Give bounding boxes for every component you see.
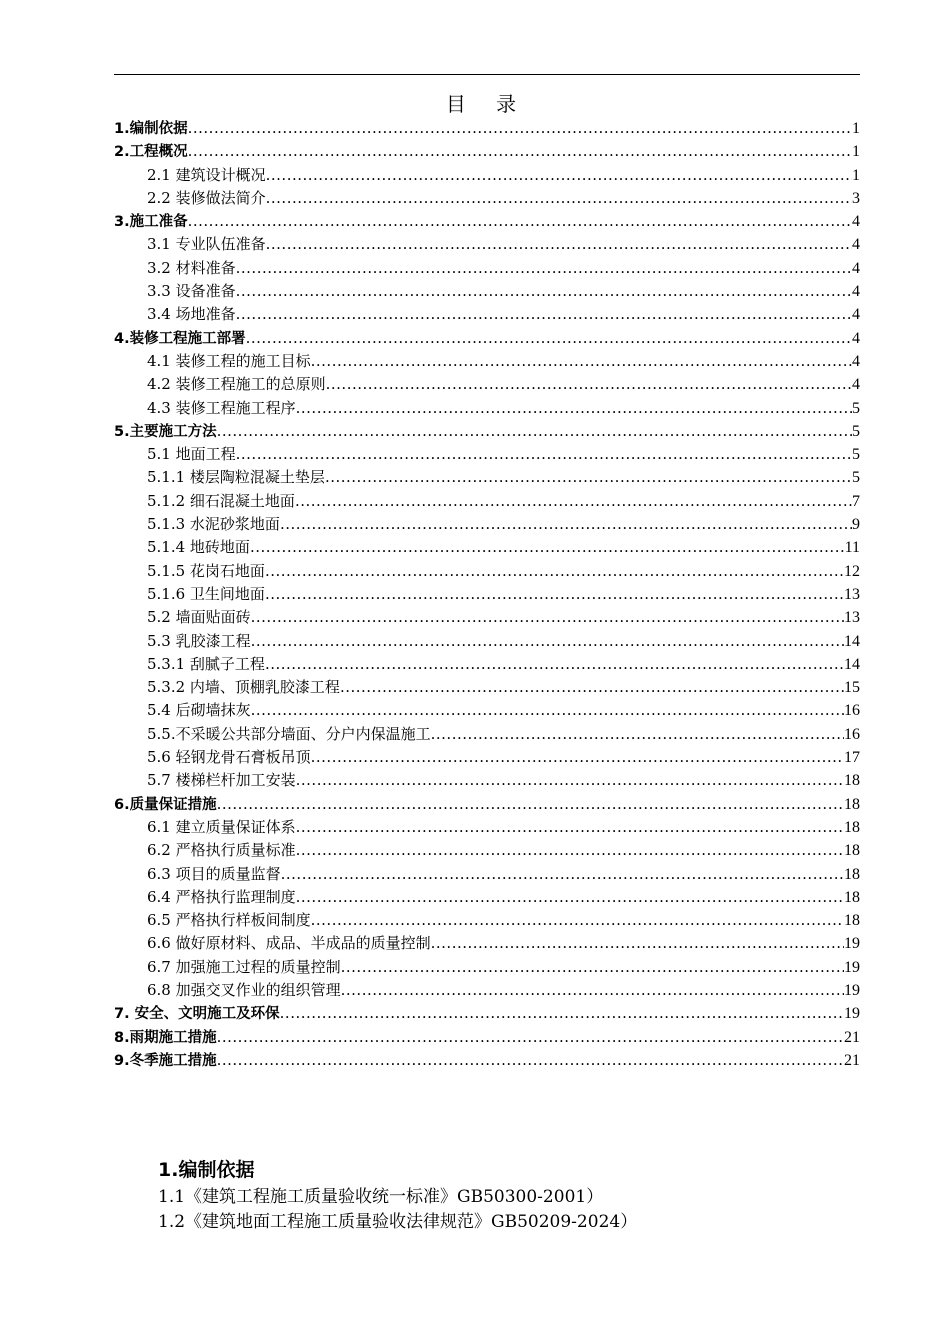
toc-dot-leader (188, 210, 852, 233)
toc-entry[interactable] (114, 420, 860, 443)
toc-dot-leader (431, 723, 844, 746)
toc-entry-label: 4.2 装修工程施工的总原则 (147, 375, 326, 394)
toc-dot-leader (236, 303, 852, 326)
toc-entry-page-number: 5 (852, 422, 860, 440)
toc-entry[interactable] (114, 676, 860, 699)
reference-line: 1.2《建筑地面工程施工质量验收法律规范》GB50209-2024） (158, 1212, 638, 1232)
toc-entry-page-number: 19 (844, 1005, 860, 1023)
toc-dot-leader (251, 699, 844, 722)
toc-entry-page-number: 18 (844, 888, 860, 906)
toc-entry[interactable] (114, 816, 860, 839)
toc-entry-label: 5.1.3 水泥砂浆地面 (147, 515, 280, 534)
toc-dot-leader (341, 979, 844, 1002)
toc-entry[interactable] (114, 210, 860, 233)
toc-entry[interactable] (114, 560, 860, 583)
toc-dot-leader (265, 560, 844, 583)
toc-entry[interactable] (114, 909, 860, 932)
toc-entry[interactable] (114, 257, 860, 280)
toc-entry[interactable] (114, 583, 860, 606)
toc-entry-page-number: 4 (852, 259, 860, 277)
toc-entry[interactable] (114, 1049, 860, 1072)
toc-entry-page-number: 18 (844, 795, 860, 813)
toc-entry-label: 1.编制依据 (114, 121, 188, 137)
toc-entry-label: 2.工程概况 (114, 144, 188, 161)
toc-entry[interactable] (114, 397, 860, 420)
toc-entry-label: 5.1 地面工程 (147, 445, 236, 464)
toc-entry[interactable] (114, 653, 860, 676)
toc-entry-page-number: 19 (844, 935, 860, 953)
toc-dot-leader (250, 536, 845, 559)
toc-entry[interactable] (114, 490, 860, 513)
toc-entry-page-number: 7 (852, 492, 860, 510)
toc-dot-leader (236, 443, 852, 466)
toc-dot-leader (251, 606, 844, 629)
toc-entry[interactable] (114, 327, 860, 350)
toc-entry-label: 6.2 严格执行质量标准 (147, 841, 296, 860)
toc-entry[interactable] (114, 303, 860, 326)
toc-dot-leader (266, 164, 852, 187)
toc-entry-page-number: 18 (844, 772, 860, 790)
toc-entry-label: 4.3 装修工程施工程序 (147, 398, 296, 417)
toc-entry-label: 6.6 做好原材料、成品、半成品的质量控制 (147, 934, 431, 953)
reference-line: 1.1《建筑工程施工质量验收统一标准》GB50300-2001） (158, 1187, 604, 1207)
toc-entry-page-number: 4 (852, 213, 860, 231)
toc-entry-label: 5.6 轻钢龙骨石膏板吊顶 (147, 748, 311, 767)
toc-dot-leader (326, 373, 852, 396)
toc-entry-page-number: 21 (844, 1051, 860, 1069)
toc-entry-label: 5.1.5 花岗石地面 (147, 561, 265, 580)
toc-entry[interactable] (114, 839, 860, 862)
toc-entry[interactable] (114, 466, 860, 489)
toc-entry-label: 4.1 装修工程的施工目标 (147, 351, 311, 370)
toc-entry-page-number: 16 (844, 702, 860, 720)
toc-dot-leader (217, 420, 852, 443)
toc-entry[interactable] (114, 723, 860, 746)
toc-entry-label: 9.冬季施工措施 (114, 1052, 217, 1069)
toc-entry-label: 6.7 加强施工过程的质量控制 (147, 957, 341, 976)
toc-entry-page-number: 16 (844, 725, 860, 743)
toc-entry-label: 2.1 建筑设计概况 (147, 165, 266, 184)
toc-entry[interactable] (114, 187, 860, 210)
toc-entry-page-number: 9 (852, 516, 860, 534)
toc-entry[interactable] (114, 932, 860, 955)
toc-entry-page-number: 4 (852, 283, 860, 301)
toc-entry-label: 6.质量保证措施 (114, 796, 217, 813)
toc-entry[interactable] (114, 630, 860, 653)
toc-entry-page-number: 5 (852, 399, 860, 417)
toc-dot-leader (265, 583, 844, 606)
toc-entry[interactable] (114, 373, 860, 396)
toc-dot-leader (217, 793, 844, 816)
toc-entry[interactable] (114, 956, 860, 979)
toc-entry[interactable] (114, 280, 860, 303)
toc-entry-page-number: 5 (852, 469, 860, 487)
toc-dot-leader (431, 932, 844, 955)
toc-entry[interactable] (114, 863, 860, 886)
toc-dot-leader (296, 769, 844, 792)
toc-entry[interactable] (114, 140, 860, 163)
toc-dot-leader (266, 233, 852, 256)
toc-entry-label: 5.3 乳胶漆工程 (147, 631, 251, 650)
toc-entry-page-number: 14 (844, 632, 860, 650)
toc-entry-page-number: 14 (844, 655, 860, 673)
toc-entry-label: 2.2 装修做法简介 (147, 188, 266, 207)
toc-entry-page-number: 1 (852, 166, 860, 184)
toc-dot-leader (295, 490, 852, 513)
toc-entry-page-number: 18 (844, 865, 860, 883)
toc-entry-page-number: 4 (852, 306, 860, 324)
toc-dot-leader (311, 746, 844, 769)
toc-entry-page-number: 18 (844, 818, 860, 836)
toc-entry-page-number: 13 (844, 585, 860, 603)
toc-entry-page-number: 11 (844, 539, 860, 557)
toc-entry-page-number: 17 (844, 749, 860, 767)
toc-entry-label: 5.1.2 细石混凝土地面 (147, 491, 295, 510)
toc-entry-label: 3.施工准备 (114, 214, 188, 231)
toc-dot-leader (340, 676, 844, 699)
toc-entry-label: 6.3 项目的质量监督 (147, 864, 281, 883)
toc-entry-page-number: 19 (844, 958, 860, 976)
toc-dot-leader (251, 630, 844, 653)
toc-entry-label: 6.4 严格执行监理制度 (147, 887, 296, 906)
toc-entry-page-number: 21 (844, 1028, 860, 1046)
toc-dot-leader (236, 257, 852, 280)
toc-entry-page-number: 4 (852, 236, 860, 254)
toc-entry-label: 6.8 加强交叉作业的组织管理 (147, 980, 341, 999)
toc-dot-leader (325, 466, 852, 489)
toc-entry[interactable] (114, 746, 860, 769)
toc-entry-page-number: 15 (844, 679, 860, 697)
toc-entry-page-number: 5 (852, 446, 860, 464)
toc-entry-page-number: 18 (844, 912, 860, 930)
toc-entry-label: 6.5 严格执行样板间制度 (147, 911, 311, 930)
toc-dot-leader (311, 350, 852, 373)
toc-entry[interactable] (114, 1002, 860, 1025)
toc-entry-label: 5.4 后砌墙抹灰 (147, 701, 251, 720)
toc-dot-leader (281, 863, 844, 886)
toc-dot-leader (217, 1049, 844, 1072)
toc-dot-leader (246, 327, 852, 350)
toc-entry[interactable] (114, 886, 860, 909)
toc-entry[interactable] (114, 164, 860, 187)
toc-entry-page-number: 13 (844, 609, 860, 627)
toc-title: 目 录 (445, 92, 529, 116)
toc-dot-leader (217, 1026, 844, 1049)
toc-entry-label: 4.装修工程施工部署 (114, 330, 246, 347)
toc-entry-page-number: 19 (844, 981, 860, 999)
toc-entry-label: 3.4 场地准备 (147, 305, 236, 324)
toc-entry-label: 5.主要施工方法 (114, 423, 217, 440)
toc-entry-page-number: 1 (852, 120, 860, 137)
toc-dot-leader (188, 117, 852, 140)
toc-entry-label: 3.1 专业队伍准备 (147, 235, 266, 254)
toc-entry[interactable] (114, 793, 860, 816)
toc-entry-label: 6.1 建立质量保证体系 (147, 817, 296, 836)
toc-entry[interactable] (114, 350, 860, 373)
toc-entry[interactable] (114, 443, 860, 466)
toc-entry[interactable] (114, 606, 860, 629)
toc-dot-leader (188, 140, 852, 163)
toc-entry-page-number: 18 (844, 842, 860, 860)
toc-entry[interactable] (114, 233, 860, 256)
toc-dot-leader (341, 956, 844, 979)
toc-entry[interactable] (114, 536, 860, 559)
toc-entry-page-number: 4 (852, 329, 860, 347)
toc-entry[interactable] (114, 117, 860, 140)
toc-entry-label: 3.3 设备准备 (147, 282, 236, 301)
toc-entry[interactable] (114, 769, 860, 792)
toc-entry-label: 7. 安全、文明施工及环保 (114, 1006, 280, 1023)
toc-dot-leader (280, 1002, 844, 1025)
toc-entry-label: 5.1.4 地砖地面 (147, 538, 250, 557)
section-heading: 1.编制依据 (158, 1159, 255, 1181)
toc-entry-label: 8.雨期施工措施 (114, 1029, 217, 1046)
toc-dot-leader (266, 187, 852, 210)
toc-entry-label: 5.7 楼梯栏杆加工安装 (147, 771, 296, 790)
toc-entry-label: 5.3.2 内墙、顶棚乳胶漆工程 (147, 678, 340, 697)
toc-entry-page-number: 1 (852, 143, 860, 161)
toc-entry-label: 5.1.6 卫生间地面 (147, 584, 265, 603)
toc-dot-leader (311, 909, 844, 932)
toc-entry-label: 5.5.不采暖公共部分墙面、分户内保温施工 (147, 724, 431, 743)
toc-entry-label: 5.1.1 楼层陶粒混凝土垫层 (147, 468, 325, 487)
toc-entry-label: 5.2 墙面贴面砖 (147, 608, 251, 627)
table-of-contents (114, 117, 860, 1072)
toc-entry-page-number: 12 (844, 562, 860, 580)
toc-entry-label: 3.2 材料准备 (147, 258, 236, 277)
toc-dot-leader (296, 397, 852, 420)
toc-entry[interactable] (114, 979, 860, 1002)
toc-dot-leader (265, 653, 844, 676)
toc-dot-leader (296, 886, 844, 909)
toc-entry-page-number: 3 (852, 189, 860, 207)
toc-entry[interactable] (114, 699, 860, 722)
toc-dot-leader (296, 839, 844, 862)
toc-dot-leader (296, 816, 844, 839)
toc-entry[interactable] (114, 513, 860, 536)
toc-dot-leader (236, 280, 852, 303)
toc-entry-page-number: 4 (852, 376, 860, 394)
toc-entry-label: 5.3.1 刮腻子工程 (147, 654, 265, 673)
toc-entry[interactable] (114, 1026, 860, 1049)
header-rule (114, 74, 860, 75)
toc-entry-page-number: 4 (852, 352, 860, 370)
toc-dot-leader (280, 513, 852, 536)
section-basis (158, 1155, 878, 1235)
